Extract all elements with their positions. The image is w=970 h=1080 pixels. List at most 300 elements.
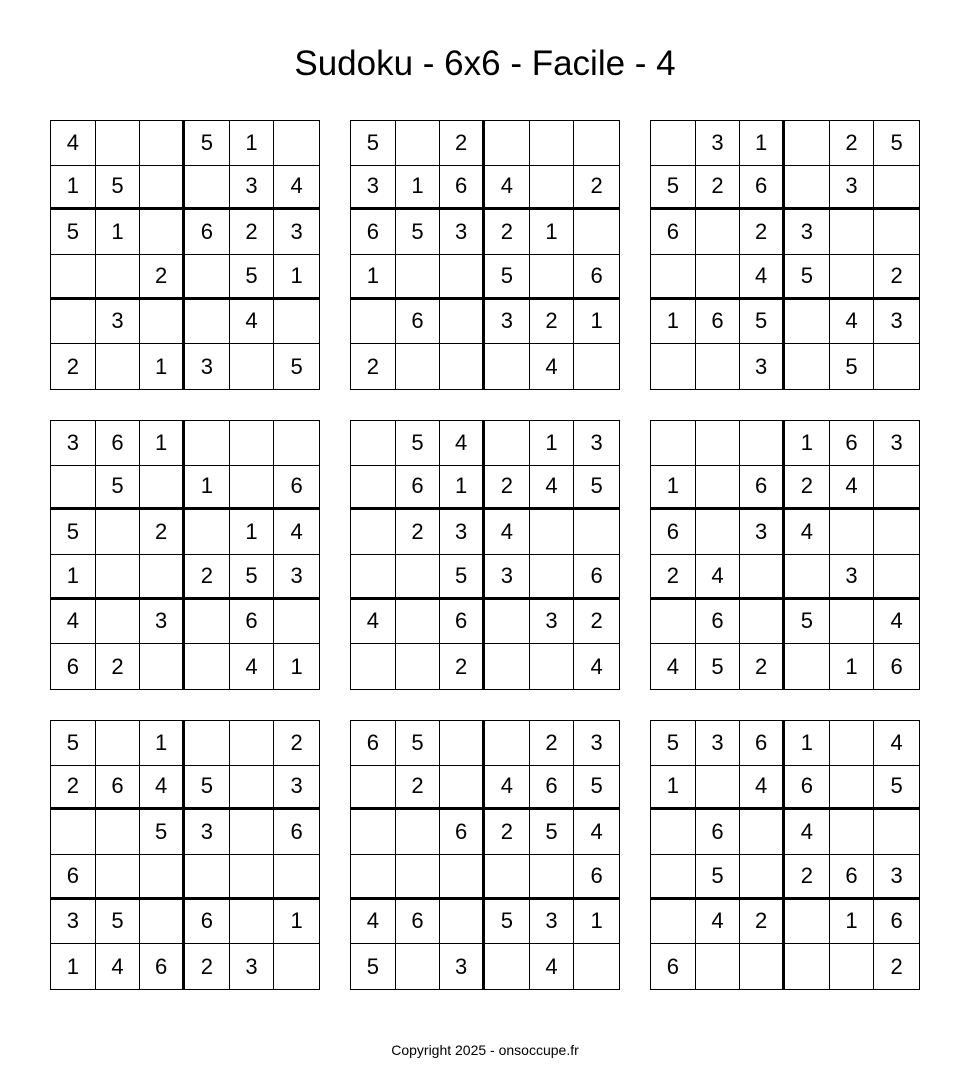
given-cell: 4 bbox=[51, 600, 96, 645]
given-cell: 2 bbox=[96, 644, 141, 689]
given-cell: 6 bbox=[740, 721, 785, 766]
given-cell: 6 bbox=[740, 466, 785, 511]
empty-cell[interactable] bbox=[485, 344, 530, 389]
given-cell: 3 bbox=[485, 300, 530, 345]
empty-cell[interactable] bbox=[230, 344, 275, 389]
empty-cell[interactable] bbox=[274, 944, 319, 989]
empty-cell[interactable] bbox=[485, 421, 530, 466]
given-cell: 1 bbox=[96, 210, 141, 255]
empty-cell[interactable] bbox=[696, 255, 741, 300]
empty-cell[interactable] bbox=[874, 166, 919, 211]
empty-cell[interactable] bbox=[140, 855, 185, 900]
empty-cell[interactable] bbox=[830, 600, 875, 645]
given-cell: 6 bbox=[696, 300, 741, 345]
given-cell: 4 bbox=[574, 810, 619, 855]
empty-cell[interactable] bbox=[574, 121, 619, 166]
given-cell: 5 bbox=[785, 600, 830, 645]
given-cell: 1 bbox=[651, 766, 696, 811]
empty-cell[interactable] bbox=[830, 721, 875, 766]
empty-cell[interactable] bbox=[785, 555, 830, 600]
given-cell: 1 bbox=[574, 900, 619, 945]
empty-cell[interactable] bbox=[185, 421, 230, 466]
empty-cell[interactable] bbox=[830, 210, 875, 255]
given-cell: 4 bbox=[590, 653, 603, 679]
given-cell: 4 bbox=[351, 900, 396, 945]
given-cell: 2 bbox=[396, 766, 441, 811]
given-cell: 2 bbox=[440, 644, 485, 689]
empty-cell[interactable] bbox=[96, 721, 141, 766]
given-cell: 6 bbox=[351, 721, 396, 766]
empty-cell[interactable] bbox=[785, 166, 830, 211]
given-cell: 3 bbox=[530, 600, 575, 645]
given-cell: 1 bbox=[140, 421, 185, 466]
given-cell: 5 bbox=[396, 721, 441, 766]
given-cell: 1 bbox=[396, 166, 441, 211]
empty-cell[interactable] bbox=[51, 255, 96, 300]
empty-cell[interactable] bbox=[140, 900, 185, 945]
empty-cell[interactable] bbox=[185, 166, 230, 211]
given-cell: 1 bbox=[230, 510, 275, 555]
empty-cell[interactable] bbox=[351, 766, 396, 811]
given-cell: 2 bbox=[185, 944, 230, 989]
empty-cell[interactable] bbox=[740, 855, 785, 900]
given-cell: 3 bbox=[874, 855, 919, 900]
given-cell: 4 bbox=[485, 766, 530, 811]
given-cell: 3 bbox=[274, 210, 319, 255]
empty-cell[interactable] bbox=[530, 555, 575, 600]
empty-cell[interactable] bbox=[140, 121, 185, 166]
given-cell: 5 bbox=[96, 466, 141, 511]
empty-cell[interactable] bbox=[440, 300, 485, 345]
given-cell: 2 bbox=[140, 255, 185, 300]
empty-cell[interactable] bbox=[140, 555, 185, 600]
given-cell: 4 bbox=[874, 721, 919, 766]
empty-cell[interactable] bbox=[351, 555, 396, 600]
empty-cell[interactable] bbox=[696, 766, 741, 811]
empty-cell[interactable] bbox=[230, 466, 275, 511]
given-cell: 6 bbox=[740, 166, 785, 211]
given-cell: 5 bbox=[96, 166, 141, 211]
empty-cell[interactable] bbox=[140, 210, 185, 255]
empty-cell[interactable] bbox=[440, 344, 485, 389]
given-cell: 1 bbox=[274, 255, 319, 300]
empty-cell[interactable] bbox=[440, 766, 485, 811]
given-cell: 2 bbox=[51, 344, 96, 389]
given-cell: 3 bbox=[574, 721, 619, 766]
given-cell: 3 bbox=[274, 766, 319, 811]
given-cell: 6 bbox=[785, 766, 830, 811]
empty-cell[interactable] bbox=[651, 121, 696, 166]
given-cell: 2 bbox=[830, 121, 875, 166]
given-cell: 4 bbox=[530, 466, 575, 511]
given-cell: 4 bbox=[140, 766, 185, 811]
empty-cell[interactable] bbox=[696, 344, 741, 389]
given-cell: 5 bbox=[574, 466, 619, 511]
empty-cell[interactable] bbox=[874, 210, 919, 255]
given-cell: 6 bbox=[440, 810, 485, 855]
given-cell: 5 bbox=[230, 555, 275, 600]
given-cell: 3 bbox=[440, 210, 485, 255]
given-cell: 5 bbox=[230, 255, 275, 300]
given-cell: 6 bbox=[696, 600, 741, 645]
empty-cell[interactable] bbox=[396, 344, 441, 389]
given-cell: 3 bbox=[230, 944, 275, 989]
given-cell: 5 bbox=[185, 121, 230, 166]
empty-cell[interactable] bbox=[351, 300, 396, 345]
empty-cell[interactable] bbox=[96, 255, 141, 300]
given-cell: 1 bbox=[651, 466, 696, 511]
given-cell: 2 bbox=[396, 510, 441, 555]
given-cell: 2 bbox=[740, 900, 785, 945]
given-cell: 1 bbox=[530, 421, 575, 466]
given-cell: 5 bbox=[830, 344, 875, 389]
empty-cell[interactable] bbox=[696, 421, 741, 466]
empty-cell[interactable] bbox=[51, 810, 96, 855]
empty-cell[interactable] bbox=[351, 644, 396, 689]
given-cell: 6 bbox=[396, 466, 441, 511]
given-cell: 4 bbox=[740, 255, 785, 300]
given-cell: 3 bbox=[874, 300, 919, 345]
empty-cell[interactable] bbox=[740, 555, 785, 600]
given-cell: 2 bbox=[785, 855, 830, 900]
empty-cell[interactable] bbox=[274, 300, 319, 345]
given-cell: 5 bbox=[51, 210, 96, 255]
empty-cell[interactable] bbox=[874, 466, 919, 511]
given-cell: 5 bbox=[574, 766, 619, 811]
given-cell: 6 bbox=[96, 766, 141, 811]
given-cell: 2 bbox=[530, 721, 575, 766]
empty-cell[interactable] bbox=[274, 855, 319, 900]
given-cell: 6 bbox=[140, 944, 185, 989]
empty-cell[interactable] bbox=[96, 121, 141, 166]
given-cell: 2 bbox=[51, 766, 96, 811]
given-cell: 1 bbox=[830, 900, 875, 945]
empty-cell[interactable] bbox=[651, 810, 696, 855]
empty-cell[interactable] bbox=[651, 900, 696, 945]
empty-cell[interactable] bbox=[396, 855, 441, 900]
given-cell: 6 bbox=[96, 421, 141, 466]
given-cell: 3 bbox=[230, 166, 275, 211]
given-cell: 4 bbox=[530, 944, 575, 989]
given-cell: 1 bbox=[140, 344, 185, 389]
given-cell: 6 bbox=[874, 900, 919, 945]
given-cell: 1 bbox=[830, 644, 875, 689]
given-cell: 6 bbox=[530, 766, 575, 811]
empty-cell[interactable] bbox=[185, 255, 230, 300]
given-cell: 4 bbox=[440, 421, 485, 466]
given-cell: 6 bbox=[651, 210, 696, 255]
empty-cell[interactable] bbox=[274, 121, 319, 166]
given-cell: 6 bbox=[440, 600, 485, 645]
given-cell: 1 bbox=[274, 900, 319, 945]
empty-cell[interactable] bbox=[396, 555, 441, 600]
given-cell: 2 bbox=[574, 166, 619, 211]
given-cell: 2 bbox=[485, 466, 530, 511]
given-cell: 5 bbox=[874, 766, 919, 811]
given-cell: 5 bbox=[396, 210, 441, 255]
given-cell: 3 bbox=[530, 900, 575, 945]
empty-cell[interactable] bbox=[530, 644, 575, 689]
empty-cell[interactable] bbox=[485, 121, 530, 166]
given-cell: 1 bbox=[185, 466, 230, 511]
empty-cell[interactable] bbox=[830, 255, 875, 300]
empty-cell[interactable] bbox=[440, 721, 485, 766]
empty-cell[interactable] bbox=[396, 810, 441, 855]
empty-cell[interactable] bbox=[785, 344, 830, 389]
empty-cell[interactable] bbox=[651, 344, 696, 389]
empty-cell[interactable] bbox=[396, 121, 441, 166]
empty-cell[interactable] bbox=[574, 510, 619, 555]
given-cell: 4 bbox=[230, 644, 275, 689]
empty-cell[interactable] bbox=[351, 810, 396, 855]
given-cell: 2 bbox=[785, 466, 830, 511]
empty-cell[interactable] bbox=[440, 900, 485, 945]
given-cell: 4 bbox=[485, 166, 530, 211]
given-cell: 6 bbox=[396, 300, 441, 345]
empty-cell[interactable] bbox=[140, 300, 185, 345]
given-cell: 3 bbox=[96, 300, 141, 345]
given-cell: 5 bbox=[530, 810, 575, 855]
given-cell: 2 bbox=[140, 510, 185, 555]
given-cell: 4 bbox=[696, 555, 741, 600]
given-cell: 6 bbox=[185, 900, 230, 945]
sudoku-grid-7 bbox=[50, 720, 320, 990]
empty-cell[interactable] bbox=[530, 510, 575, 555]
given-cell: 4 bbox=[874, 600, 919, 645]
given-cell: 3 bbox=[185, 344, 230, 389]
given-cell: 2 bbox=[440, 121, 485, 166]
given-cell: 1 bbox=[530, 210, 575, 255]
given-cell: 6 bbox=[830, 421, 875, 466]
empty-cell[interactable] bbox=[485, 944, 530, 989]
given-cell: 3 bbox=[696, 121, 741, 166]
empty-cell[interactable] bbox=[396, 944, 441, 989]
empty-cell[interactable] bbox=[230, 855, 275, 900]
empty-cell[interactable] bbox=[874, 810, 919, 855]
given-cell: 3 bbox=[51, 421, 96, 466]
given-cell: 6 bbox=[351, 210, 396, 255]
sudoku-grid-8 bbox=[350, 720, 620, 990]
given-cell: 5 bbox=[785, 255, 830, 300]
empty-cell[interactable] bbox=[485, 721, 530, 766]
empty-cell[interactable] bbox=[440, 855, 485, 900]
empty-cell[interactable] bbox=[485, 855, 530, 900]
sudoku-grid-5 bbox=[350, 420, 620, 690]
given-cell: 6 bbox=[185, 210, 230, 255]
given-cell: 5 bbox=[396, 421, 441, 466]
empty-cell[interactable] bbox=[96, 600, 141, 645]
empty-cell[interactable] bbox=[740, 421, 785, 466]
given-cell: 4 bbox=[96, 944, 141, 989]
given-cell: 3 bbox=[274, 555, 319, 600]
given-cell: 2 bbox=[274, 721, 319, 766]
empty-cell[interactable] bbox=[351, 466, 396, 511]
given-cell: 5 bbox=[440, 555, 485, 600]
empty-cell[interactable] bbox=[96, 344, 141, 389]
empty-cell[interactable] bbox=[396, 600, 441, 645]
empty-cell[interactable] bbox=[485, 644, 530, 689]
empty-cell[interactable] bbox=[140, 466, 185, 511]
empty-cell[interactable] bbox=[185, 300, 230, 345]
empty-cell[interactable] bbox=[785, 121, 830, 166]
given-cell: 1 bbox=[574, 300, 619, 345]
given-cell: 5 bbox=[290, 353, 303, 379]
given-cell: 2 bbox=[485, 210, 530, 255]
empty-cell[interactable] bbox=[185, 600, 230, 645]
given-cell: 5 bbox=[696, 855, 741, 900]
empty-cell[interactable] bbox=[574, 944, 619, 989]
empty-cell[interactable] bbox=[874, 555, 919, 600]
given-cell: 4 bbox=[485, 510, 530, 555]
empty-cell[interactable] bbox=[351, 421, 396, 466]
given-cell: 1 bbox=[651, 300, 696, 345]
given-cell: 6 bbox=[274, 466, 319, 511]
empty-cell[interactable] bbox=[185, 721, 230, 766]
given-cell: 4 bbox=[51, 121, 96, 166]
given-cell: 1 bbox=[51, 944, 96, 989]
given-cell: 6 bbox=[696, 810, 741, 855]
given-cell: 2 bbox=[890, 953, 903, 979]
empty-cell[interactable] bbox=[651, 600, 696, 645]
given-cell: 1 bbox=[440, 466, 485, 511]
empty-cell[interactable] bbox=[440, 255, 485, 300]
given-cell: 3 bbox=[351, 166, 396, 211]
given-cell: 3 bbox=[740, 344, 785, 389]
given-cell: 3 bbox=[785, 210, 830, 255]
given-cell: 3 bbox=[485, 555, 530, 600]
empty-cell[interactable] bbox=[530, 855, 575, 900]
empty-cell[interactable] bbox=[830, 510, 875, 555]
empty-cell[interactable] bbox=[696, 510, 741, 555]
given-cell: 2 bbox=[651, 555, 696, 600]
given-cell: 2 bbox=[351, 344, 396, 389]
empty-cell[interactable] bbox=[651, 421, 696, 466]
given-cell: 2 bbox=[485, 810, 530, 855]
empty-cell[interactable] bbox=[696, 944, 741, 989]
given-cell: 1 bbox=[51, 166, 96, 211]
given-cell: 6 bbox=[574, 855, 619, 900]
given-cell: 1 bbox=[290, 653, 303, 679]
empty-cell[interactable] bbox=[230, 900, 275, 945]
empty-cell[interactable] bbox=[51, 300, 96, 345]
empty-cell[interactable] bbox=[740, 944, 785, 989]
empty-cell[interactable] bbox=[485, 600, 530, 645]
empty-cell[interactable] bbox=[574, 210, 619, 255]
given-cell: 1 bbox=[785, 421, 830, 466]
empty-cell[interactable] bbox=[785, 944, 830, 989]
sudoku-grid-4 bbox=[50, 420, 320, 690]
given-cell: 4 bbox=[696, 900, 741, 945]
empty-cell[interactable] bbox=[696, 466, 741, 511]
sudoku-grid-2 bbox=[350, 120, 620, 390]
empty-cell[interactable] bbox=[574, 344, 619, 389]
empty-cell[interactable] bbox=[51, 466, 96, 511]
given-cell: 3 bbox=[740, 510, 785, 555]
empty-cell[interactable] bbox=[530, 121, 575, 166]
given-cell: 5 bbox=[51, 510, 96, 555]
empty-cell[interactable] bbox=[874, 344, 919, 389]
empty-cell[interactable] bbox=[396, 255, 441, 300]
given-cell: 5 bbox=[740, 300, 785, 345]
given-cell: 1 bbox=[230, 121, 275, 166]
empty-cell[interactable] bbox=[785, 644, 830, 689]
given-cell: 6 bbox=[890, 653, 903, 679]
given-cell: 6 bbox=[396, 900, 441, 945]
empty-cell[interactable] bbox=[830, 766, 875, 811]
given-cell: 6 bbox=[574, 555, 619, 600]
empty-cell[interactable] bbox=[785, 900, 830, 945]
given-cell: 3 bbox=[140, 600, 185, 645]
empty-cell[interactable] bbox=[651, 855, 696, 900]
empty-cell[interactable] bbox=[96, 510, 141, 555]
given-cell: 6 bbox=[274, 810, 319, 855]
empty-cell[interactable] bbox=[230, 421, 275, 466]
empty-cell[interactable] bbox=[740, 600, 785, 645]
given-cell: 2 bbox=[696, 166, 741, 211]
given-cell: 4 bbox=[830, 466, 875, 511]
given-cell: 1 bbox=[51, 555, 96, 600]
empty-cell[interactable] bbox=[96, 555, 141, 600]
empty-cell[interactable] bbox=[230, 766, 275, 811]
given-cell: 6 bbox=[51, 855, 96, 900]
given-cell: 2 bbox=[740, 644, 785, 689]
sudoku-grid-3 bbox=[650, 120, 920, 390]
empty-cell[interactable] bbox=[96, 810, 141, 855]
empty-cell[interactable] bbox=[185, 644, 230, 689]
empty-cell[interactable] bbox=[230, 721, 275, 766]
given-cell: 5 bbox=[874, 121, 919, 166]
given-cell: 5 bbox=[696, 644, 741, 689]
empty-cell[interactable] bbox=[396, 644, 441, 689]
given-cell: 2 bbox=[874, 255, 919, 300]
empty-cell[interactable] bbox=[351, 855, 396, 900]
empty-cell[interactable] bbox=[830, 944, 875, 989]
given-cell: 1 bbox=[351, 255, 396, 300]
empty-cell[interactable] bbox=[830, 810, 875, 855]
empty-cell[interactable] bbox=[740, 810, 785, 855]
given-cell: 6 bbox=[574, 255, 619, 300]
given-cell: 3 bbox=[874, 421, 919, 466]
empty-cell[interactable] bbox=[874, 510, 919, 555]
empty-cell[interactable] bbox=[651, 255, 696, 300]
given-cell: 5 bbox=[351, 944, 396, 989]
empty-cell[interactable] bbox=[140, 166, 185, 211]
given-cell: 4 bbox=[274, 510, 319, 555]
empty-cell[interactable] bbox=[696, 210, 741, 255]
empty-cell[interactable] bbox=[96, 855, 141, 900]
empty-cell[interactable] bbox=[530, 255, 575, 300]
page-title: Sudoku - 6x6 - Facile - 4 bbox=[294, 44, 676, 83]
empty-cell[interactable] bbox=[140, 644, 185, 689]
sudoku-grid-9 bbox=[650, 720, 920, 990]
empty-cell[interactable] bbox=[351, 510, 396, 555]
empty-cell[interactable] bbox=[230, 810, 275, 855]
empty-cell[interactable] bbox=[530, 166, 575, 211]
empty-cell[interactable] bbox=[274, 421, 319, 466]
given-cell: 4 bbox=[785, 510, 830, 555]
given-cell: 4 bbox=[351, 600, 396, 645]
given-cell: 6 bbox=[440, 166, 485, 211]
empty-cell[interactable] bbox=[274, 600, 319, 645]
sudoku-grid-6 bbox=[650, 420, 920, 690]
given-cell: 2 bbox=[230, 210, 275, 255]
given-cell: 5 bbox=[651, 166, 696, 211]
empty-cell[interactable] bbox=[185, 855, 230, 900]
given-cell: 5 bbox=[485, 255, 530, 300]
empty-cell[interactable] bbox=[785, 300, 830, 345]
empty-cell[interactable] bbox=[185, 510, 230, 555]
given-cell: 4 bbox=[230, 300, 275, 345]
